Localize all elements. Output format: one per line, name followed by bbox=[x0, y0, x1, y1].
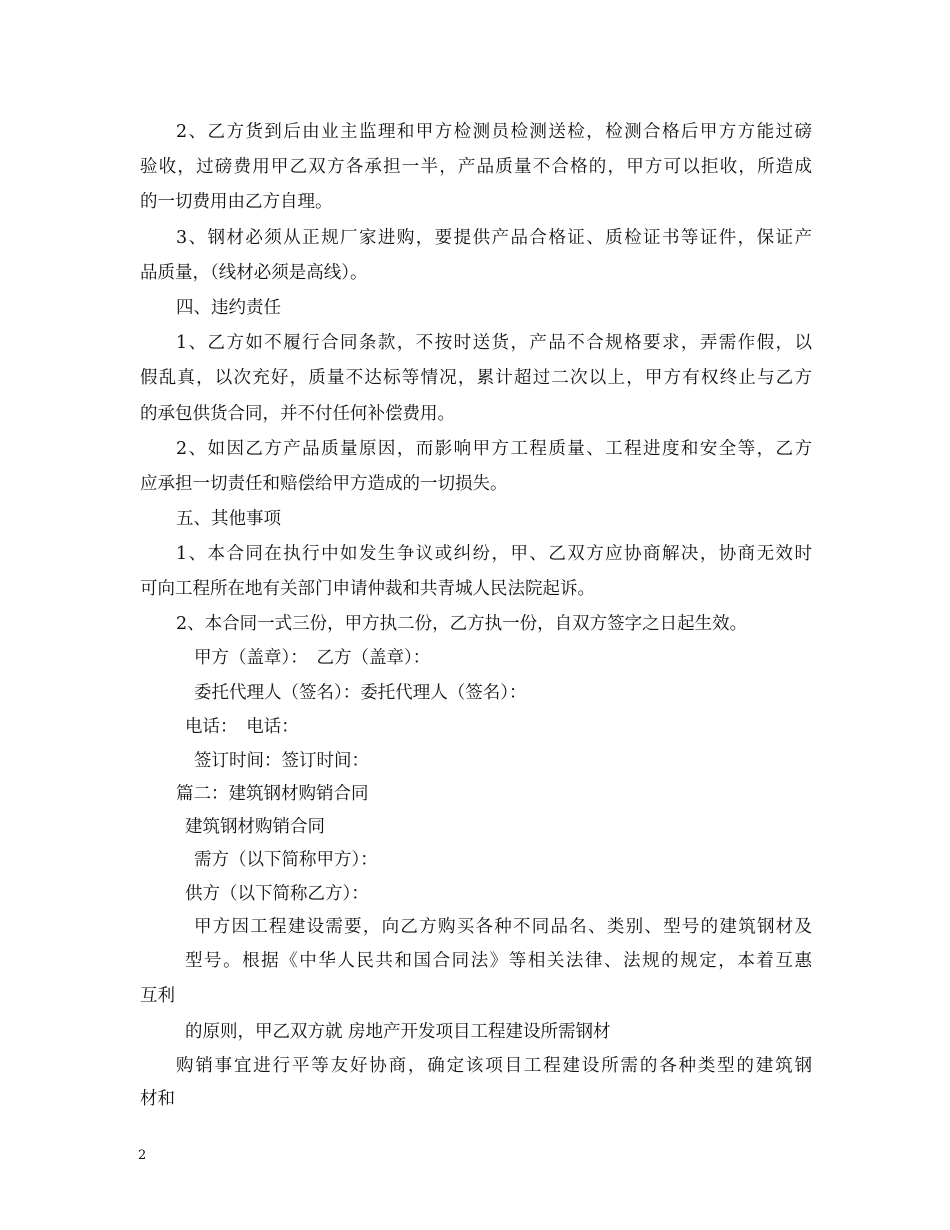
paragraph-line: 的一切费用由乙方自理。 bbox=[140, 192, 333, 212]
section-heading: 四、违约责任 bbox=[176, 298, 281, 318]
paragraph-line: 2、如因乙方产品质量原因，而影响甲方工程质量、工程进度和安全等，乙方 bbox=[176, 439, 812, 459]
paragraph-line: 应承担一切责任和赔偿给甲方造成的一切损失。 bbox=[140, 474, 508, 494]
section-heading: 五、其他事项 bbox=[176, 509, 281, 529]
paragraph-line: 的原则，甲乙双方就 房地产开发项目工程建设所需钢材 bbox=[185, 1022, 611, 1042]
paragraph-line: 2、乙方货到后由业主监理和甲方检测员检测送检，检测合格后甲方方能过磅 bbox=[176, 122, 812, 142]
party-line: 需方（以下简称甲方）： bbox=[194, 850, 378, 870]
paragraph-line: 验收，过磅费用甲乙双方各承担一半，产品质量不合格的，甲方可以拒收，所造成 bbox=[140, 157, 812, 177]
paragraph-line: 甲方因工程建设需要，向乙方购买各种不同品名、类别、型号的建筑钢材及 bbox=[194, 917, 812, 937]
paragraph-line: 3、钢材必须从正规厂家进购，要提供产品合格证、质检证书等证件，保证产 bbox=[176, 228, 812, 248]
page-number: 2 bbox=[138, 1148, 147, 1163]
paragraph-line: 的承包供货合同，并不付任何补偿费用。 bbox=[140, 404, 455, 424]
paragraph-line: 假乱真，以次充好，质量不达标等情况，累计超过二次以上，甲方有权终止与乙方 bbox=[140, 368, 812, 388]
paragraph-line: 2、本合同一式三份，甲方执二份，乙方执一份，自双方签字之日起生效。 bbox=[176, 614, 748, 634]
paragraph-line: 型号。根据《中华人民共和国合同法》等相关法律、法规的规定，本着互惠 bbox=[185, 951, 812, 971]
signature-line: 委托代理人（签名）：委托代理人（签名）： bbox=[194, 683, 527, 703]
paragraph-line: 品质量，（线材必须是高线）。 bbox=[140, 263, 368, 283]
paragraph-line: 购销事宜进行平等友好协商，确定该项目工程建设所需的各种类型的建筑钢 bbox=[176, 1056, 812, 1076]
paragraph-line: 1、本合同在执行中如发生争议或纠纷，甲、乙双方应协商解决，协商无效时 bbox=[176, 544, 812, 564]
signature-line: 甲方（盖章）： 乙方（盖章）： bbox=[194, 648, 431, 668]
signature-line: 签订时间：签订时间： bbox=[194, 751, 369, 771]
chapter-title: 篇二：建筑钢材购销合同 bbox=[176, 784, 369, 804]
paragraph-line: 1、乙方如不履行合同条款，不按时送货，产品不合规格要求，弄需作假，以 bbox=[176, 333, 812, 353]
party-line: 供方（以下简称乙方）： bbox=[185, 884, 369, 904]
paragraph-line: 互利 bbox=[140, 986, 175, 1006]
contract-title: 建筑钢材购销合同 bbox=[185, 817, 325, 837]
paragraph-line: 可向工程所在地有关部门申请仲裁和共青城人民法院起诉。 bbox=[140, 579, 595, 599]
paragraph-line: 材和 bbox=[140, 1089, 175, 1109]
signature-line: 电话： 电话： bbox=[185, 717, 299, 737]
